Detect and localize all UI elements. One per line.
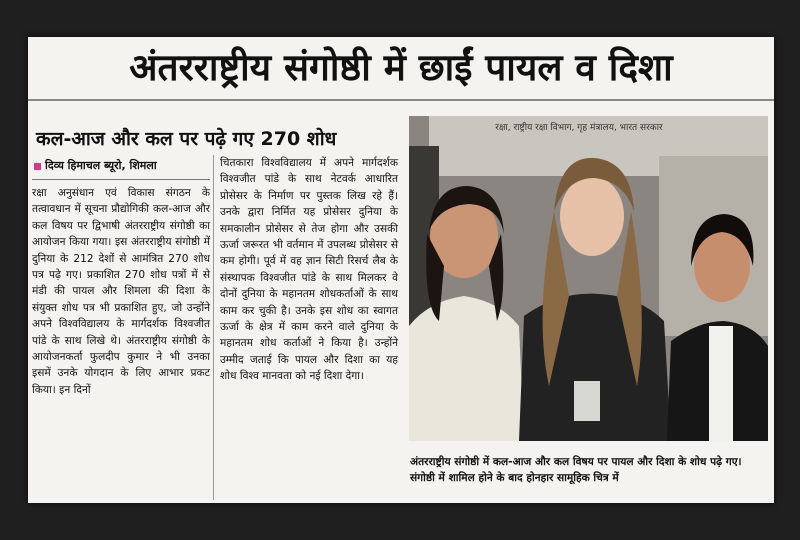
group-photo-illustration — [409, 116, 768, 441]
byline-text: दिव्य हिमाचल ब्यूरो, शिमला — [45, 159, 157, 172]
byline — [34, 158, 210, 178]
byline-rule — [32, 179, 210, 180]
news-photo — [409, 116, 768, 441]
article-column-1: रक्षा अनुसंधान एवं विकास संगठन के तत्वावधान में सूचना प्रौद्योगिकी कल-आज और कल विषय पर द्विभाषी अंतरराष्ट्रीय संगोष्ठी का आयोजन किया गया। इस अंतरराष्ट्रीय संगोष्ठी में दुनिया के 212 देशों से आमंत्रित 270 शोध पत्र पढ़े गए। प्रकाशित 270 शोध पत्रों में से मंडी की पायल और शिमला की दिशा के संयुक्त शोध पत्र भी प्रकाशित हुए, जो उन्होंने अपने विश्वविद्यालय के मार्गदर्शक विश्वजीत पांडे के साथ लिखे थे। अंतरराष्ट्रीय संगोष्ठी के आयोजनकर्ता फुलदीप कुमार ने भी उनका इसमें उनके योगदान के लिए आभार प्रकट किया। इन दिनों — [32, 187, 210, 396]
photo-banner-text: रक्षा, राष्ट्रीय रक्षा विभाग, गृह मंत्रालय, भारत सरकार — [495, 123, 663, 133]
column-divider — [213, 155, 214, 500]
headline-rule — [28, 99, 774, 101]
photo-caption: अंतरराष्ट्रीय संगोष्ठी में कल-आज और कल विषय पर पायल और दिशा के शोध पढ़े गए। संगोष्ठी में शामिल होने के बाद होनहार सामूहिक चित्र में — [410, 456, 742, 484]
article-column-2: चितकारा विश्वविद्यालय में अपने मार्गदर्शक विश्वजीत पांडे के साथ नेटवर्क आधारित प्रोसेसर के निर्माण पर पुस्तक लिख रहे हैं। उनके द्वारा निर्मित यह प्रोसेसर दुनिया के समकालीन प्रोसेसर से तेज होगा और उसकी ऊर्जा जरूरत भी वर्तमान में उपलब्ध प्रोसेसर से कम होगी। पूर्व में वह ज्ञान सिटी रिसर्च लैब के संस्थापक विश्वजीत पांडे के साथ मिलकर वे दोनों दुनिया के महानतम शोधकर्ताओं के साथ काम कर चुकी है। उनके इस शोध का स्वागत ऊर्जा के क्षेत्र में काम करने वाले दुनिया के महानतम शोध कर्ताओं ने किया है। उन्होंने उम्मीद जताई कि पायल और दिशा का यह शोध विश्व मानवता को नई दिशा देगा। — [220, 157, 398, 383]
subheadline: कल-आज और कल पर पढ़े गए 270 शोध — [36, 128, 337, 150]
byline-marker-icon — [34, 163, 41, 170]
headline: अंतरराष्ट्रीय संगोष्ठी में छाईं पायल व दिशा — [129, 46, 673, 89]
newspaper-clipping — [28, 37, 774, 503]
